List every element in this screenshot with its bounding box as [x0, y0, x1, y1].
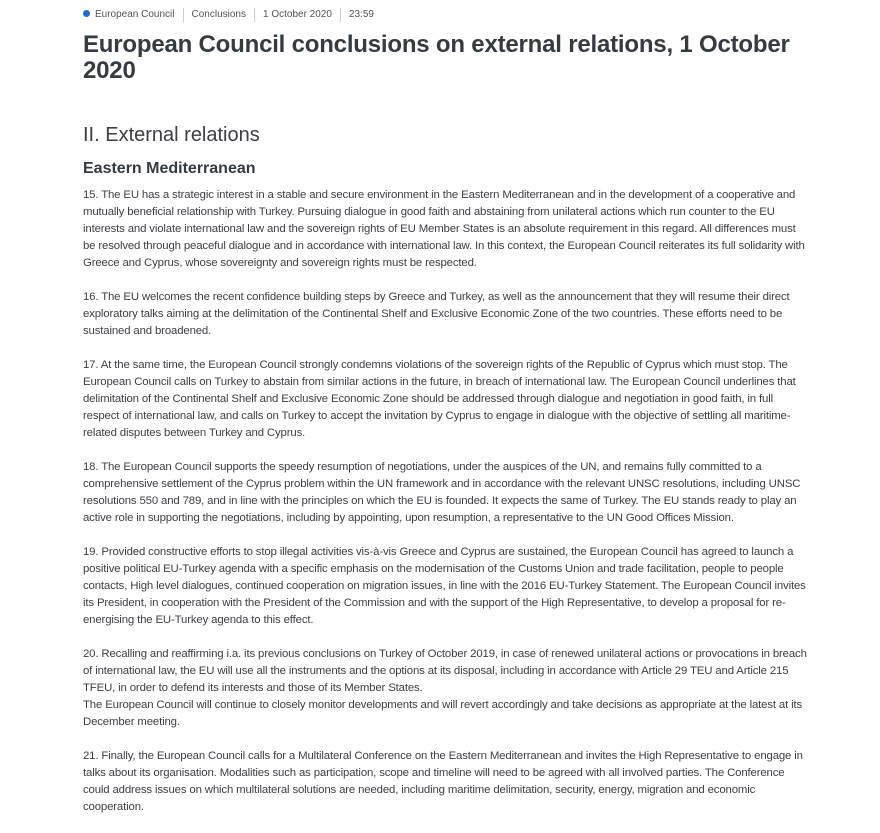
institution-dot-icon	[83, 10, 90, 17]
paragraph-20-part-2: The European Council will continue to closely monitor developments and will revert accordingly and take decisions as appropriate at the latest at its December meeting.	[83, 699, 803, 728]
paragraph-15: 15. The EU has a strategic interest in a stable and secure environment in the Eastern Mediterranean and in the development of a cooperative and mutually beneficial relationship with Turkey. Pursuing dialogue in good faith and abstaining from unilateral actions which run counter to the EU interests and violate international law and the sovereign rights of EU Member States is an absolute requirement in this regard. All differences must be resolved through peaceful dialogue and in accordance with international law. In this context, the European Council reiterates its full solidarity with Greece and Cyprus, whose sovereignty and sovereign rights must be respected.	[83, 189, 805, 269]
type-tag[interactable]: Conclusions	[183, 8, 254, 22]
institution-tag[interactable]	[83, 8, 183, 22]
article-meta	[83, 8, 808, 22]
institution-label: European Council	[95, 9, 175, 20]
date-tag: 1 October 2020	[254, 8, 340, 22]
subsection-title: Eastern Mediterranean	[83, 160, 256, 177]
paragraph-17: 17. At the same time, the European Council strongly condemns violations of the sovereign rights of the Republic of Cyprus which must stop. The European Council calls on Turkey to abstain from similar actions in the future, in breach of international law. The European Council underlines that delimitation of the Continental Shelf and Exclusive Economic Zone should be addressed through dialogue and negotiation in good faith, in full respect of international law, and calls on Turkey to accept the invitation by Cyprus to engage in dialogue with the objective of settling all maritime-related disputes between Turkey and Cyprus.	[83, 359, 796, 439]
paragraph-18: 18. The European Council supports the speedy resumption of negotiations, under the auspices of the UN, and remains fully committed to a comprehensive settlement of the Cyprus problem within the UN framework and in accordance with the relevant UNSC resolutions, including UNSC resolutions 550 and 789, and in line with the principles on which the EU is founded. It expects the same of Turkey. The EU stands ready to play an active role in supporting the negotiations, including by appointing, upon resumption, a representative to the UN Good Offices Mission.	[83, 461, 801, 524]
section-title: II. External relations	[83, 124, 260, 146]
paragraph-20-part-1: 20. Recalling and reaffirming i.a. its previous conclusions on Turkey of October 2019, in case of renewed unilateral actions or provocations in breach of international law, the EU will use all the instruments and the options at its disposal, including in accordance with Article 29 TEU and Article 215 TFEU, in order to defend its interests and those of its Member States.	[83, 648, 807, 694]
paragraph-16: 16. The EU welcomes the recent confidence building steps by Greece and Turkey, as well as the announcement that they will resume their direct exploratory talks aiming at the delimitation of the Continental Shelf and Exclusive Economic Zone of the two countries. These efforts need to be sustained and broadened.	[83, 291, 790, 337]
paragraph-20	[83, 646, 808, 731]
article	[83, 0, 808, 833]
paragraph-21: 21. Finally, the European Council calls for a Multilateral Conference on the Eastern Mediterranean and invites the High Representative to engage in talks about its organisation. Modalities such as participation, scope and timeline will need to be agreed with all involved parties. The Conference could address issues on which multilateral solutions are needed, including maritime delimitation, security, energy, migration and economic cooperation.	[83, 750, 803, 813]
paragraph-19: 19. Provided constructive efforts to stop illegal activities vis-à-vis Greece and Cyprus are sustained, the European Council has agreed to launch a positive political EU-Turkey agenda with a specific emphasis on the modernisation of the Customs Union and trade facilitation, people to people contacts, High level dialogues, continued cooperation on migration issues, in line with the 2016 EU-Turkey Statement. The European Council invites its President, in cooperation with the President of the Commission and with the support of the High Representative, to develop a proposal for re-energising the EU-Turkey agenda to this effect.	[83, 546, 806, 626]
time-tag: 23:59	[340, 8, 382, 22]
page-title: European Council conclusions on external relations, 1 October 2020	[83, 31, 790, 84]
